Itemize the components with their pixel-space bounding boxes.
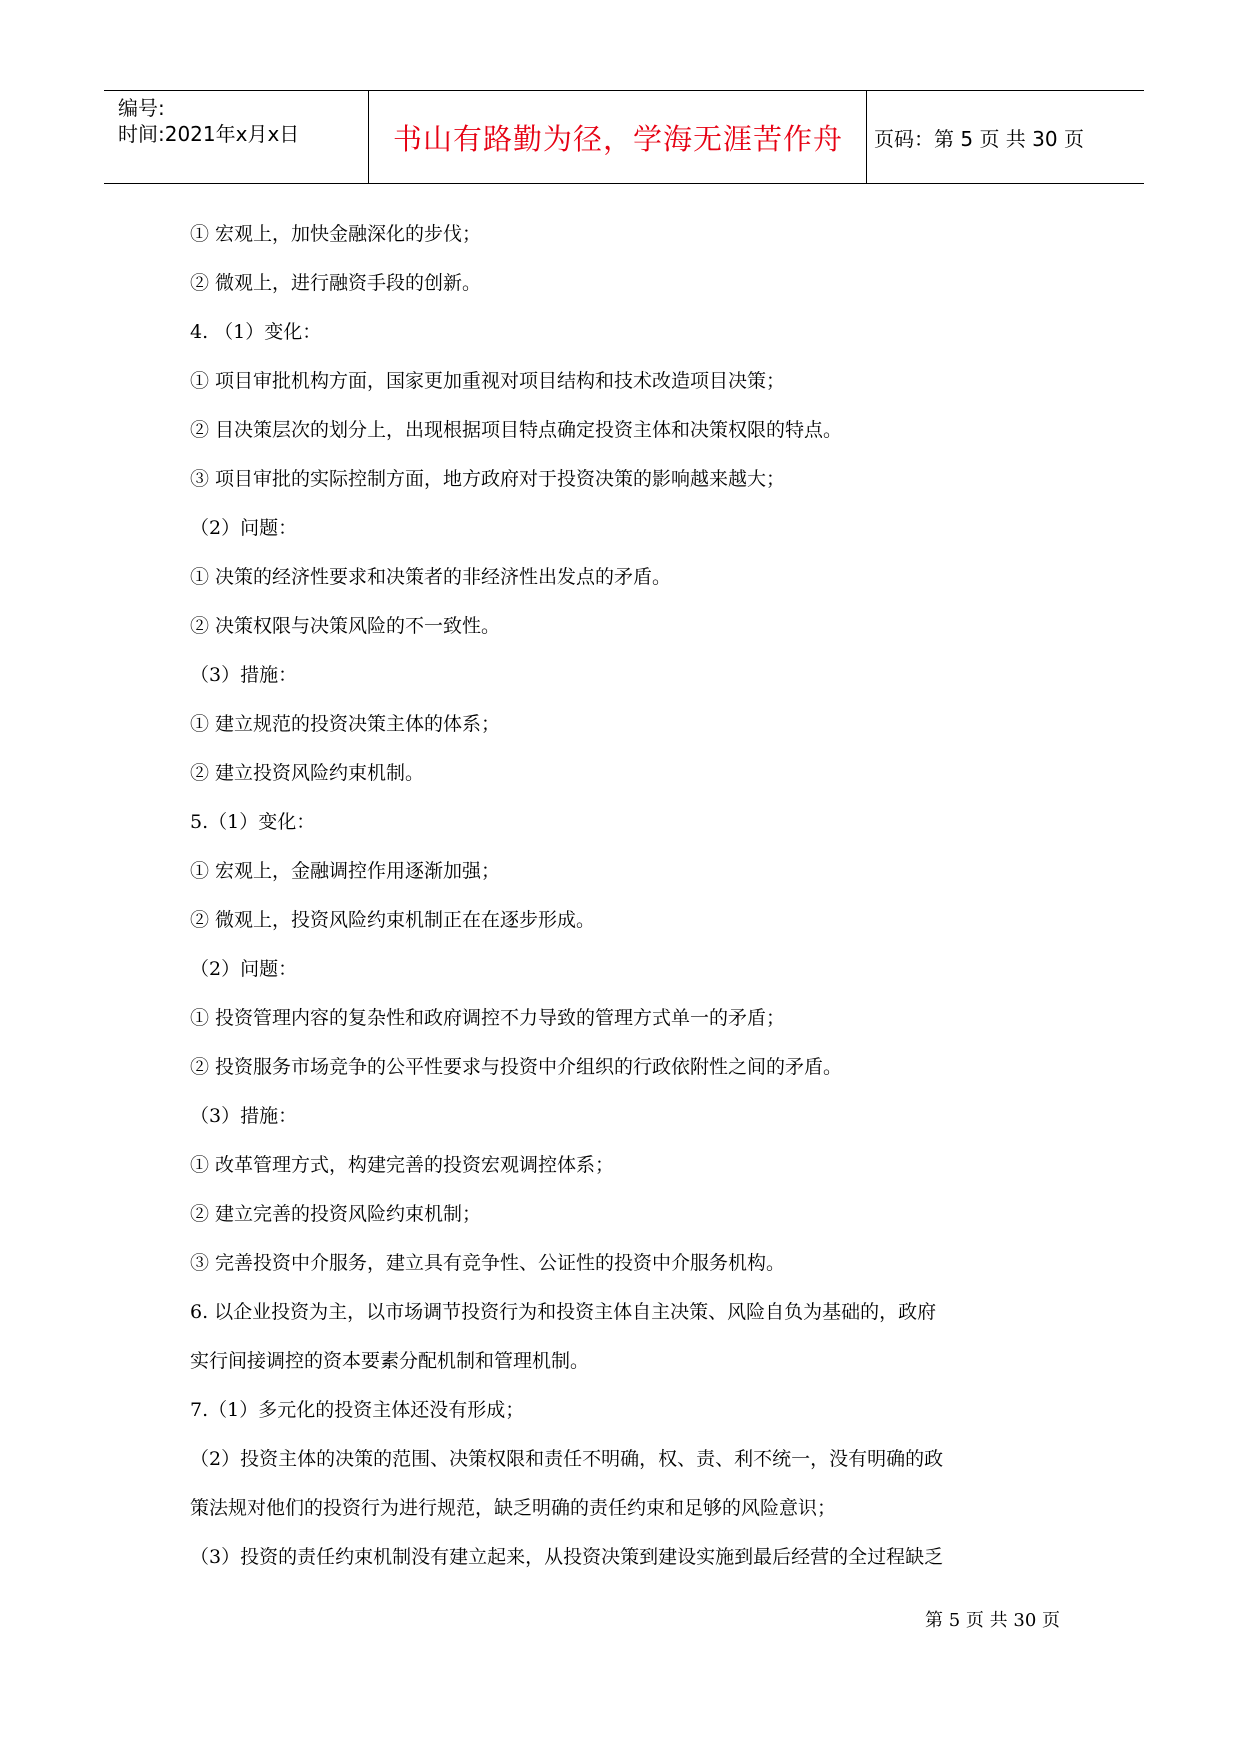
header-divider-left [368, 91, 369, 183]
text-line: 4. （1）变化： [190, 321, 322, 343]
text-line: （3）措施： [190, 664, 298, 686]
text-line: ② 目决策层次的划分上，出现根据项目特点确定投资主体和决策权限的特点。 [190, 419, 843, 441]
text-line: ③ 完善投资中介服务，建立具有竞争性、公证性的投资中介服务机构。 [190, 1252, 786, 1274]
text-line: （2）投资主体的决策的范围、决策权限和责任不明确，权、责、利不统一，没有明确的政 [190, 1448, 944, 1470]
header-meta [118, 91, 368, 183]
text-line: （2）问题： [190, 517, 298, 539]
text-line: （2）问题： [190, 958, 298, 980]
text-line: ② 决策权限与决策风险的不一致性。 [190, 615, 501, 637]
text-line: 5.（1）变化： [190, 811, 316, 833]
text-line: ② 建立投资风险约束机制。 [190, 762, 425, 784]
text-line: ③ 项目审批的实际控制方面，地方政府对于投资决策的影响越来越大； [190, 468, 786, 490]
text-line: ② 建立完善的投资风险约束机制； [190, 1203, 482, 1225]
text-line: ① 宏观上，加快金融深化的步伐； [190, 223, 482, 245]
text-line: ② 微观上，进行融资手段的创新。 [190, 272, 482, 294]
page-header [104, 90, 1144, 184]
text-line: （3）投资的责任约束机制没有建立起来，从投资决策到建设实施到最后经营的全过程缺乏 [190, 1546, 944, 1568]
text-line: ① 建立规范的投资决策主体的体系； [190, 713, 501, 735]
header-divider-right [866, 91, 867, 183]
text-line: ② 投资服务市场竞争的公平性要求与投资中介组织的行政依附性之间的矛盾。 [190, 1056, 843, 1078]
page-footer: 第 5 页 共 30 页 [925, 1610, 1060, 1631]
document-number-label: 编号: [118, 96, 165, 120]
text-line: 策法规对他们的投资行为进行规范，缺乏明确的责任约束和足够的风险意识； [190, 1497, 837, 1519]
text-line: 实行间接调控的资本要素分配机制和管理机制。 [190, 1350, 590, 1372]
text-line: ① 决策的经济性要求和决策者的非经济性出发点的矛盾。 [190, 566, 672, 588]
text-line: ② 微观上，投资风险约束机制正在在逐步形成。 [190, 909, 596, 931]
text-line: ① 项目审批机构方面，国家更加重视对项目结构和技术改造项目决策； [190, 370, 786, 392]
text-line: ① 投资管理内容的复杂性和政府调控不力导致的管理方式单一的矛盾； [190, 1007, 786, 1029]
header-page-info: 页码：第 5 页 共 30 页 [874, 126, 1084, 151]
header-motto: 书山有路勤为径，学海无涯苦作舟 [392, 121, 843, 156]
document-time-label: 时间:2021年x月x日 [118, 122, 300, 146]
text-line: 7.（1）多元化的投资主体还没有形成； [190, 1399, 525, 1421]
text-line: ① 宏观上，金融调控作用逐渐加强； [190, 860, 501, 882]
text-line: （3）措施： [190, 1105, 298, 1127]
text-line: 6. 以企业投资为主，以市场调节投资行为和投资主体自主决策、风险自负为基础的，政府 [190, 1301, 937, 1323]
text-line: ① 改革管理方式，构建完善的投资宏观调控体系； [190, 1154, 615, 1176]
